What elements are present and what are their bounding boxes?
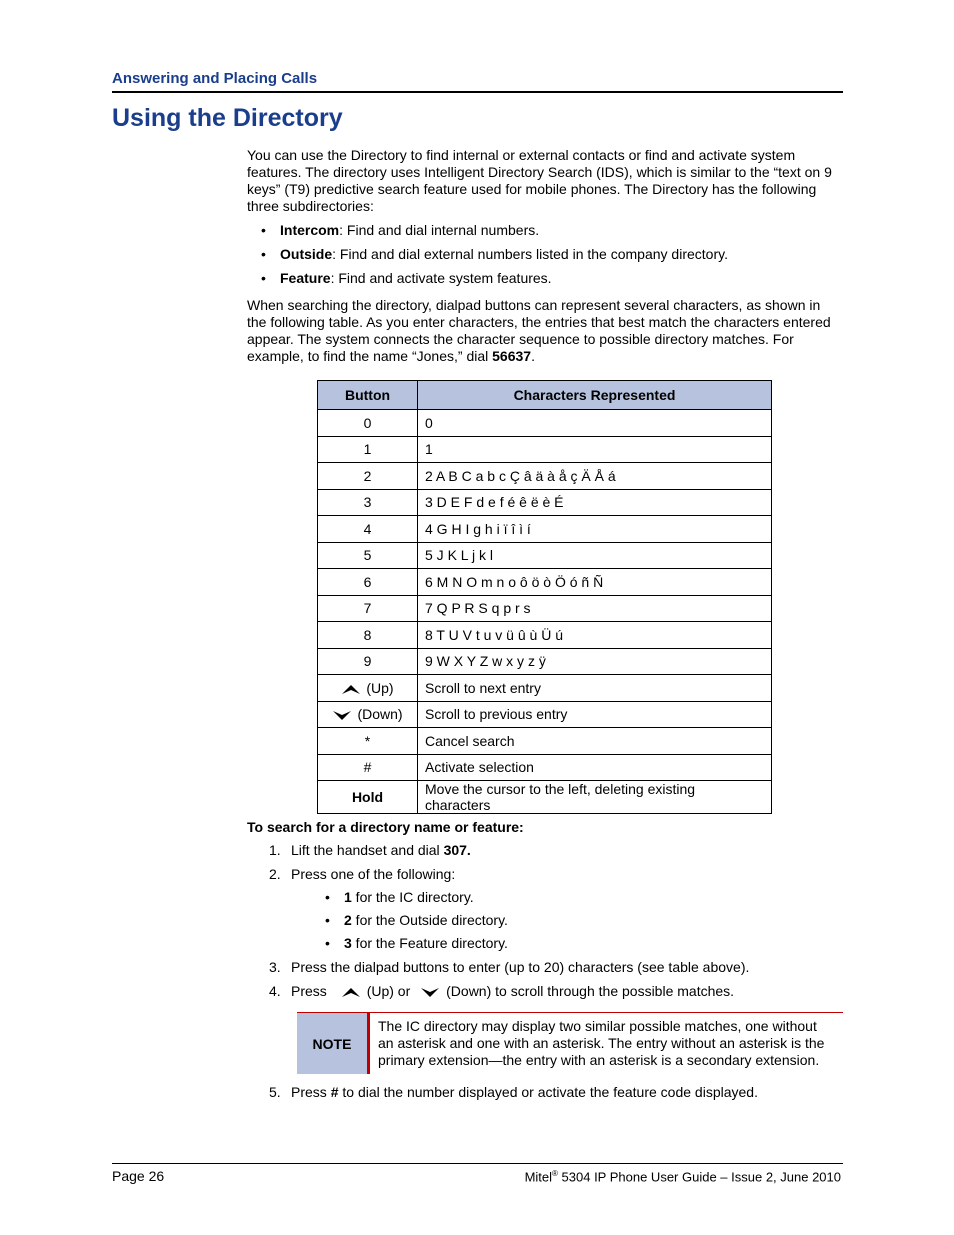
down-arrow-icon: [420, 987, 440, 998]
table-row: 7 7 Q P R S q p r s: [318, 595, 772, 622]
step-5: 5. Press # to dial the number displayed or activate the feature code displayed.: [269, 1084, 758, 1100]
column-header-button: Button: [318, 381, 418, 410]
table-row: (Down) Scroll to previous entry: [318, 701, 772, 728]
list-item: • Intercom: Find and dial internal numbers.: [261, 222, 839, 239]
table-row: 3 3 D E F d e f é ê ë è É: [318, 489, 772, 516]
procedure-section: [247, 819, 843, 1007]
table-row: 1 1: [318, 436, 772, 463]
note-label: NOTE: [297, 1013, 370, 1074]
table-row: 2 2 A B C a b c Ç â ä à å ç Ä Å á: [318, 463, 772, 490]
list-item: • 3 for the Feature directory.: [325, 935, 843, 952]
column-header-characters: Characters Represented: [418, 381, 772, 410]
directory-options: [325, 889, 843, 952]
section-header: Answering and Placing Calls: [112, 70, 843, 93]
note-box: [297, 1012, 843, 1074]
page-number: Page 26: [112, 1168, 165, 1184]
down-arrow-icon: [332, 710, 352, 721]
list-item: • Feature: Find and activate system features.: [261, 270, 839, 287]
table-row: Hold Move the cursor to the left, deleting existing characters: [318, 781, 772, 814]
table-row: 8 8 T U V t u v ü û ù Ü ú: [318, 622, 772, 649]
table-row: 0 0: [318, 410, 772, 437]
list-item: • 1 for the IC directory.: [325, 889, 843, 906]
table-row: 4 4 G H I g h i ï î ì í: [318, 516, 772, 543]
step-4: 4. Press (Up) or (Down) to scroll through the possible matches.: [269, 983, 735, 999]
footer-guide-title: Mitel® 5304 IP Phone User Guide – Issue 2, June 2010: [524, 1169, 841, 1185]
page-title: Using the Directory: [112, 104, 343, 132]
table-row: 5 5 J K L j k l: [318, 542, 772, 569]
table-row: (Up) Scroll to next entry: [318, 675, 772, 702]
list-item: • 2 for the Outside directory.: [325, 912, 843, 929]
step-1: 1. Lift the handset and dial 307.: [269, 842, 471, 858]
search-paragraph: When searching the directory, dialpad buttons can represent several characters, as shown in the following table. As you enter characters, the entries that best match the characters entered appear. The system connects the character sequence to possible directory matches. For example, to find the name “Jones,” dial 56637.: [247, 297, 831, 364]
step-3: 3. Press the dialpad buttons to enter (up to 20) characters (see table above).: [269, 959, 750, 975]
table-row: * Cancel search: [318, 728, 772, 755]
procedure-title: To search for a directory name or feature:: [247, 819, 524, 835]
note-text: The IC directory may display two similar possible matches, one without an asterisk and one with an asterisk. The entry without an asterisk is the primary extension—the entry with an asterisk is a secondary extension.: [378, 1018, 825, 1068]
up-arrow-icon: [341, 987, 361, 998]
subdirectory-list: [261, 222, 839, 287]
intro-section: [247, 147, 839, 365]
table-row: 9 9 W X Y Z w x y z ÿ: [318, 648, 772, 675]
list-item: • Outside: Find and dial external numbers listed in the company directory.: [261, 246, 839, 263]
table-row: 6 6 M N O m n o ô ö ò Ö ó ñ Ñ: [318, 569, 772, 596]
table-row: # Activate selection: [318, 754, 772, 781]
character-table: [317, 380, 772, 814]
table-header-row: [318, 381, 772, 410]
page-footer: [112, 1163, 843, 1184]
intro-paragraph: You can use the Directory to find internal or external contacts or find and activate system features. The directory uses Intelligent Directory Search (IDS), which is similar to the “text on 9 keys” (T9) predictive search feature used for mobile phones. The Directory has the following three subdirectories:: [247, 147, 832, 214]
up-arrow-icon: [341, 684, 361, 695]
step-2: 2. Press one of the following: • 1 for the IC directory. • 2 for the Outside directory. • 3 for the Feature directory.: [247, 866, 843, 952]
